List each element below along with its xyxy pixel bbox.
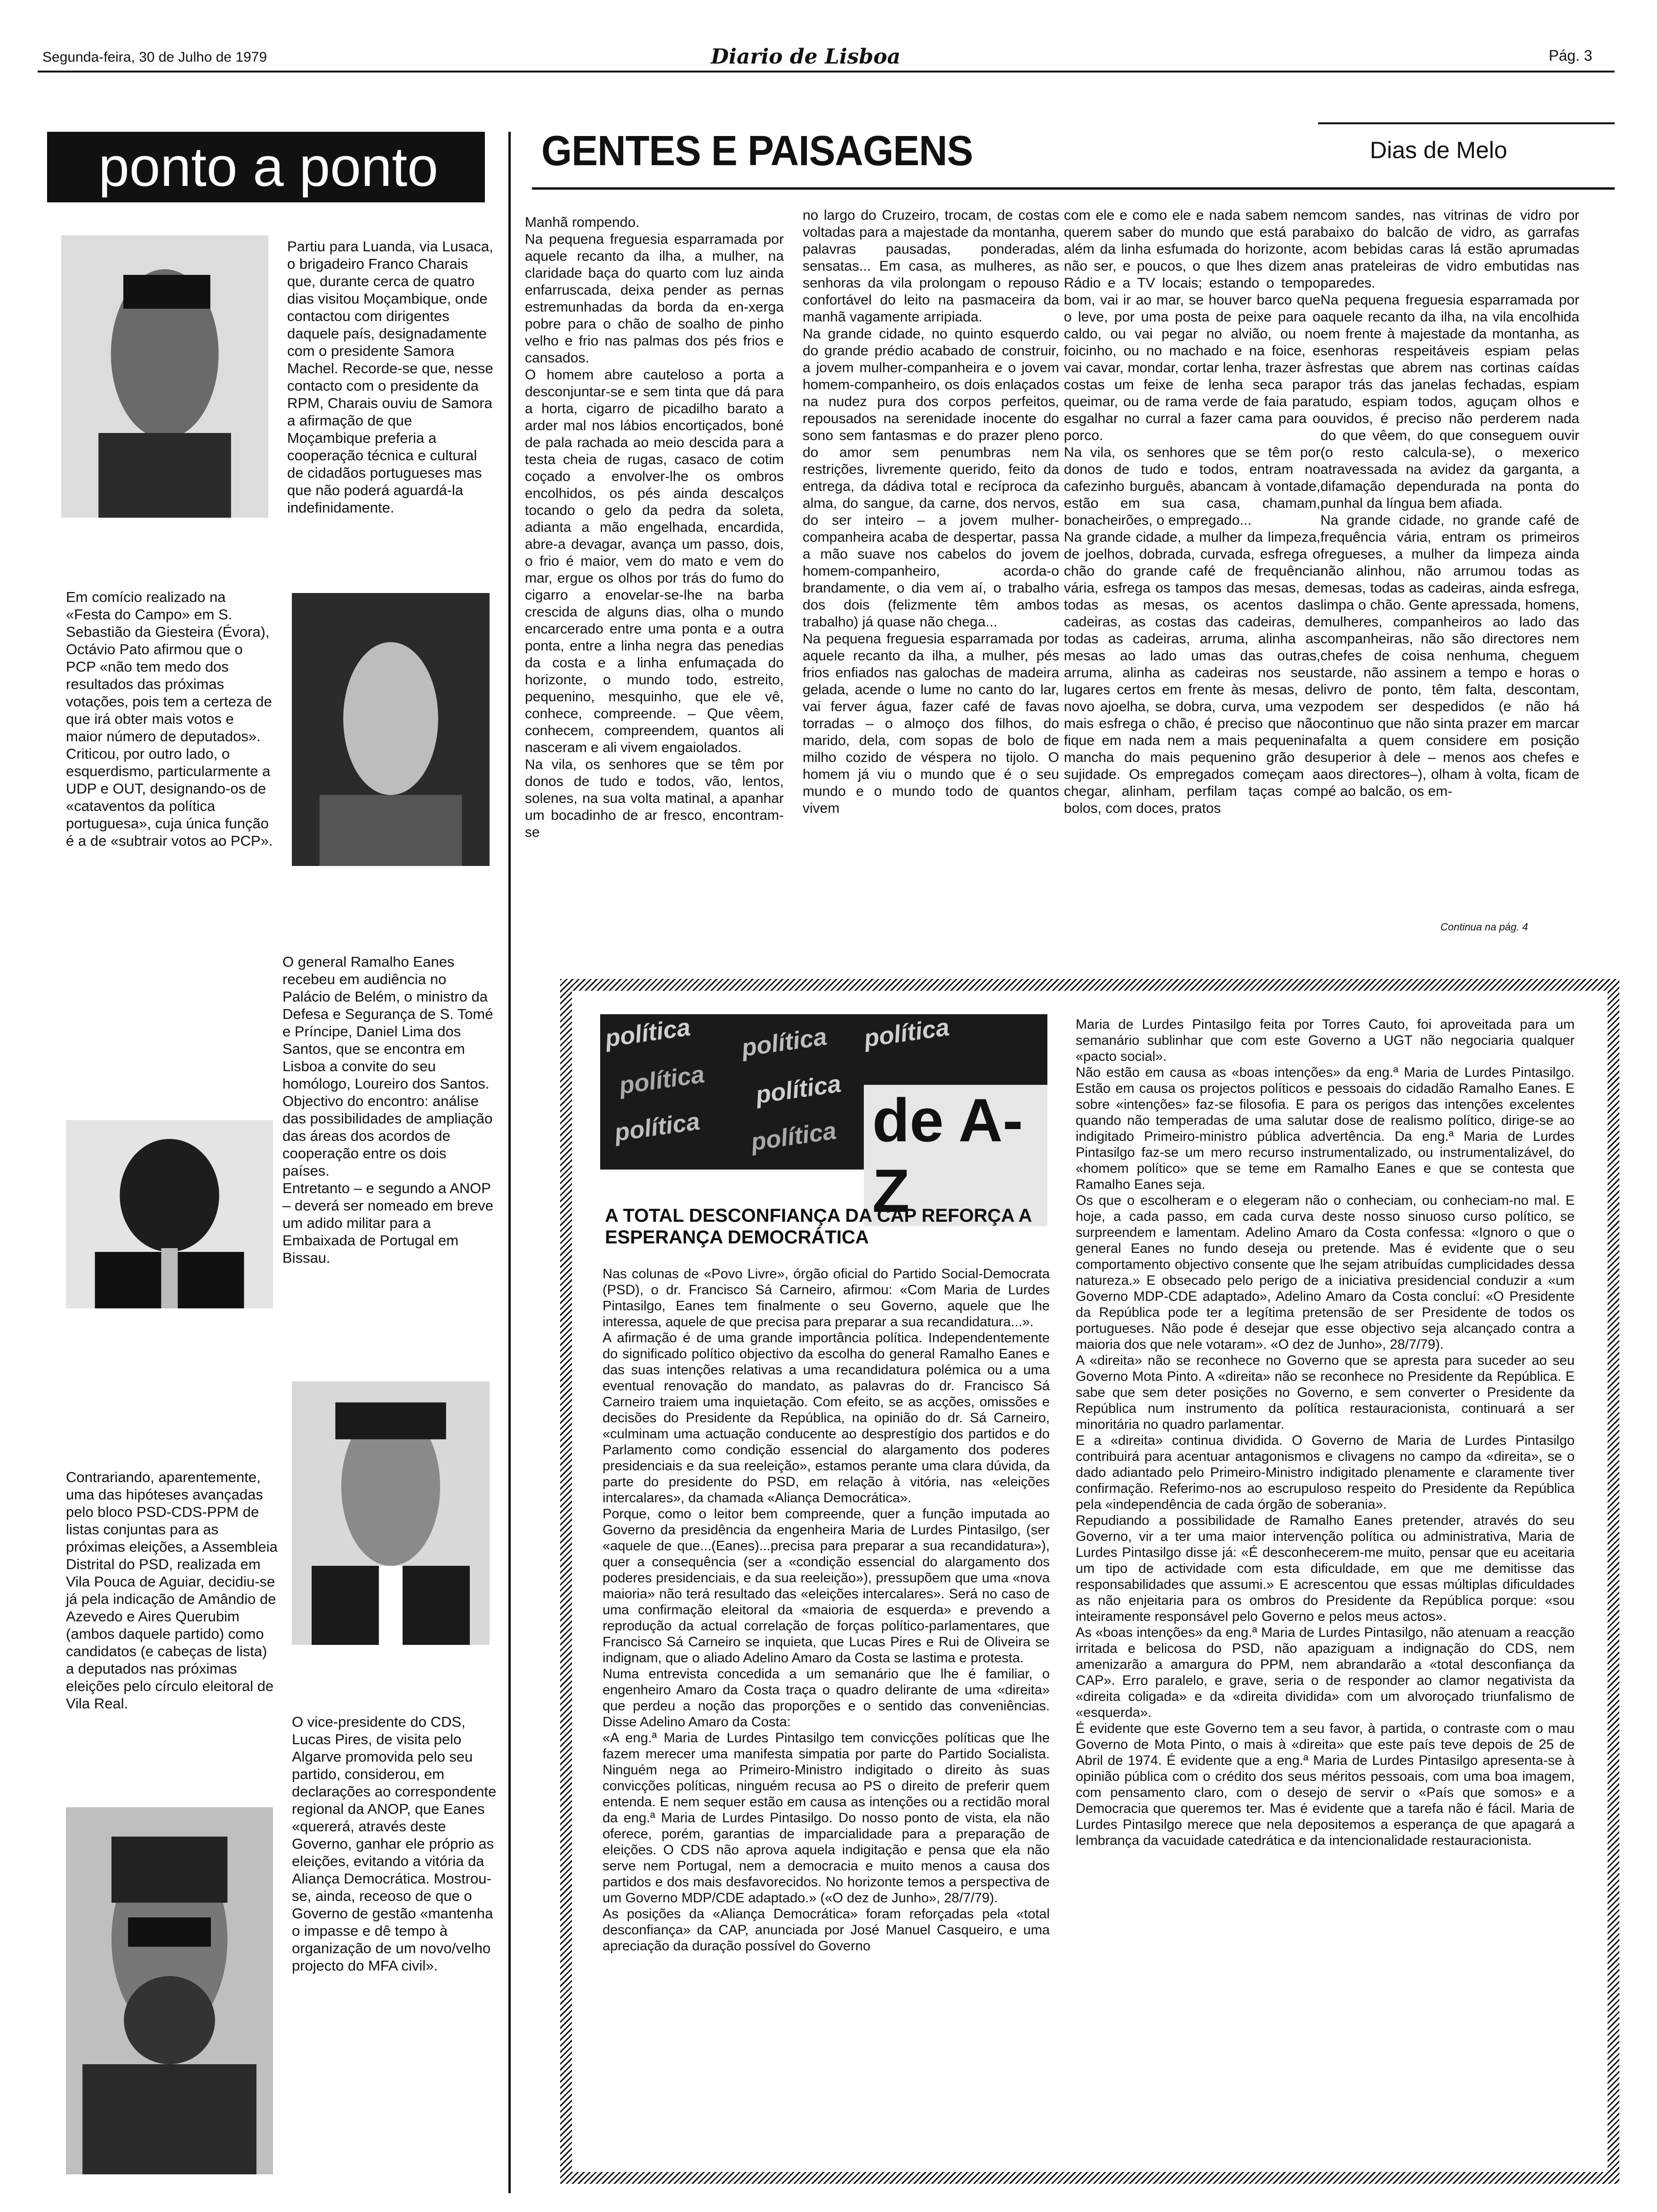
gentes-column-3: com ele e como ele e nada sabem nem querem saber do mundo que está para além da linha esfumada do horizonte, a não ser, e poucos, o que lhes dizem a Rádio e a TV locais; estando o tempo bom, vai ir ao mar, se houver barco que o leve, por uma posta de peixe para o caldo, ou vai pegar no alvião, ou no foicinho, ou no machado e na foice, e vai cavar, mondar, cortar lenha, trazer às costas um feixe de lenha seca para queimar, ou de rama verde de faia para esgalhar no curral a fazer cama para o porco. Na vila, os senhores que se têm por donos de tudo e todos, entram no cafezinho burguês, abancam à vontade, estão em sua casa, chamam, bonacheirões, o empregado... Na grande cidade, a mulher da limpeza, de joelhos, dobrada, curvada, esfrega o chão do grande café de frequência vária, esfrega os tampos das mesas, de todas as mesas, os acentos das cadeiras, as costas das cadeiras, de todas as cadeiras, arruma, alinha as mesas ao lado umas das outras, arruma, alinha as cadeiras nos seus lugares certos em frente às mesas, de novo ajoelha, se dobra, curva, uma vez mais esfrega o chão, é preciso que não fique em nada nem a mais pequenina mancha do mais pequenino grão de sujidade. Os empregados começam a chegar, alinham, perfilam taças com bolos, com doces, pratos xyxy=(1064,208,1320,816)
ponto-item-3: O general Ramalho Eanes recebeu em audiência no Palácio de Belém, o ministro da Defesa e Segurança de S. Tomé e Príncipe, Daniel Lima dos Santos, que se encontra em Lisboa a convite do seu homólogo, Loureiro dos Santos. Objectivo do encontro: análise das possibilidades de ampliação das áreas dos acordos de cooperação entre os dois países. Entretanto – e segundo a ANOP – deverá ser nomeado em breve um adido militar para a Embaixada de Portugal em Bissau. xyxy=(282,954,494,1266)
banner-word-row-1: política xyxy=(603,1013,692,1053)
banner-word-row-6: política xyxy=(612,1107,702,1147)
banner-word-row-2: política xyxy=(740,1023,829,1062)
politica-column-1: Nas colunas de «Povo Livre», órgão oficial do Partido Social-Democrata (PSD), o dr. Francisco Sá Carneiro, afirmou: «Com Maria de Lurdes Pintasilgo, Eanes tem finalmente o seu Governo, aquele que lhe interessa, aquele de que precisa para preparar a sua recandidatura...». A afirmação é de uma grande importância política. Independentemente do significado político objectivo da escolha do general Ramalho Eanes e das suas intenções relativas a uma recandidatura polémica ou a uma eventual renovação do mandato, as palavras do dr. Francisco Sá Carneiro traiem uma inquietação. Com efeito, se as acções, omissões e decisões do Presidente da República, na opinião do dr. Sá Carneiro, «culminam uma actuação conducente ao desprestígio dos partidos e do Parlamento como condição essencial do alargamento dos poderes presidenciais e da sua reeleição», estamos perante uma clara dúvida, da parte do presidente do PSD, em relação à vitória, nas «eleições intercalares», da chamada «Aliança Democrática». Porque, como o leitor bem compreende, quer a função imputada ao Governo da presidência da engenheira Maria de Lurdes Pintasilgo, (ser «aquele de que...(Eanes)...precisa para preparar a sua recandidatura»), quer a consequência (ser a «condição essencial do alargamento dos poderes presidenciais, e da sua reeleição»), pressupõem que uma «nova maioria» não terá resultado das «eleições intercalares». Será no caso de uma confirmação eleitoral da «maioria de esquerda» e prevendo a reprodução da actual correlação de forças político-parlamentares, que Francisco Sá Carneiro se inquieta, que Lucas Pires e Rui de Oliveira se indignam, que o aliado Adelino Amaro da Costa se lastima e protesta. Numa entrevista concedida a um semanário que lhe é familiar, o engenheiro Amaro da Costa traça o quadro delirante de uma «direita» que perdeu a noção das proporções e o sentido das conveniências. Disse Adelino Amaro da Costa: «A eng.ª Maria de Lurdes Pintasilgo tem convicções políticas que lhe fazem merecer uma manifesta simpatia por parte do Partido Socialista. Ninguém nega ao Primeiro-Ministro indigitado o direito às suas convicções políticas, ninguém recusa ao PS o direito de preferir quem entenda. E nem sequer estão em causa as intenções ou a rectidão moral da eng.ª Maria de Lurdes Pintasilgo. Do nosso ponto de vista, ela não oferece, porém, garantias de imparcialidade para a preparação de eleições. O CDS não aprova aquela indigitação e pensa que ela não serve nem Portugal, nem a democracia e muito menos a causa dos partidos e dos mais desfavorecidos. No horizonte temos a perspectiva de um Governo MDP/CDE adaptado.» («O dez de Junho», 28/7/79). As posições da «Aliança Democrática» foram reforçadas pela «total desconfiança» da CAP, anunciada por José Manuel Casqueiro, e uma apreciação da duração possível do Governo xyxy=(603,1266,1050,1954)
gentes-column-2: no largo do Cruzeiro, trocam, de costas voltadas para a majestade da montanha, palavras pausadas, ponderadas, sensatas... Em casa, as mulheres, as senhoras da vila prolongam o repouso confortável do leito na pasmaceira da manhã vagamente arripiada. Na grande cidade, no quinto esquerdo do grande prédio acabado de construir, a jovem mulher-companheira e o jovem homem-companheiro, os dois enlaçados na nudez pura dos corpos perfeitos, repousados na serenidade inocente do sono sem fantasmas e do prazer pleno do amor sem penumbras nem restrições, livremente querido, feito da entrega, da dádiva total e recíproca da alma, do sangue, da carne, dos nervos, do ser inteiro – a jovem mulher-companheira acaba de despertar, passa a mão suave nos cabelos do jovem homem-companheiro, acorda-o brandamente, o dia vem aí, o trabalho dos dois (felizmente têm ambos trabalho) já quase não chega... Na pequena freguesia esparramada por aquele recanto da ilha, a mulher, pés frios enfiados nas galochas de madeira gelada, acende o lume no canto do lar, vai ferver água, fazer café de favas torradas – o almoço dos filhos, do marido, dela, com sopas de bolo de milho cozido de véspera no tijolo. O homem já viu o mundo que é o seu mundo e o mundo todo de quantos vivem xyxy=(803,208,1059,816)
politica-banner xyxy=(600,1013,1047,1225)
continued-note: Continua na pág. 4 xyxy=(1440,921,1528,933)
page-number: Pág. 3 xyxy=(1549,47,1593,64)
politica-column-2: Maria de Lurdes Pintasilgo feita por Torres Cauto, foi aproveitada para um semanário sublinhar que com este Governo a UGT não negociaria qualquer «pacto social». Não estão em causa as «boas intenções» da eng.ª Maria de Lurdes Pintasilgo. Estão em causa os projectos políticos e pessoais do cidadão Ramalho Eanes. E sobre «intenções» faz-se filosofia. E para os perigos das intenções excelentes quando não temperadas de uma salutar dose de realismo político, dirige-se ao indigitado Primeiro-ministro pública advertência. Da eng.ª Maria de Lurdes Pintasilgo faz-se um mero recurso instrumentalizado, ou instrumentalizável, do «homem político» que se teme em Ramalho Eanes e que se contesta que Ramalho Eanes seja. Os que o escolheram e o elegeram não o conheciam, ou conheciam-no mal. E hoje, a cada passo, em cada curva deste nosso sinuoso curso político, se surpreendem e lamentam. Adelino Amaro da Costa confessa: «Ignoro o que o general Eanes no fundo deseja ou pretende. Mas é evidente que o seu comportamento objectivo consente que lhe sejam atribuídas cumplicidades dessa natureza.» E obsecado pelo perigo de a iniciativa presidencial conduzir a «um Governo MDP-CDE adaptado», Adelino Amaro da Costa concluí: «O Presidente da República pode ter a legítima pretensão de ser Presidente de todos os portugueses. Não pode é desejar que esse objectivo seja alcançado contra a maioria dos que nele votaram». «O dez de Junho», 28/7/79). A «direita» não se reconhece no Governo que se apresta para suceder ao seu Governo Mota Pinto. A «direita» não se reconhece no Presidente da República. E sabe que sem deter posições no Governo, e sem converter o Presidente da República num instrumento da política restauracionista, continuará a ser minoritária no quadro parlamentar. E a «direita» continua dividida. O Governo de Maria de Lurdes Pintasilgo contribuirá para acentuar antagonismos e clivagens no campo da «direita», se o dado adiantado pelo Primeiro-Ministro indigitado plenamente e claramente tiver confirmação. Referimo-nos ao escrupuloso respeito do Presidente da República pela «independência de cada órgão de soberania». Repudiando a possibilidade de Ramalho Eanes pretender, através do seu Governo, vir a ter uma maior intervenção política ou administrativa, Maria de Lurdes Pintasilgo disse já: «É desconhecerem-me muito, pensar que eu aceitaria um tipo de actividade com esta dificuldade, em que me demitisse das responsabilidades que assumi.» E acrescentou que essas múltiplas dificuldades as não enjeitaria para os ombros do Presidente da República porque: «sou inteiramente responsável pelo Governo e pelos meus actos». As «boas intenções» da eng.ª Maria de Lurdes Pintasilgo, não atenuam a reacção irritada e belicosa do PSD, não apaziguam a indignação do CDS, nem amenizarão a amargura do PPM, nem abrandarão a «total desconfiança da CAP». Erro paralelo, e grave, seria o de responder ao clamor negativista da «direita coligada» e da «direita dividida» com um alvoroçado triunfalismo de «esquerda». É evidente que este Governo tem a seu favor, à partida, o contraste com o mau Governo de Mota Pinto, o mais à «direita» que este país teve depois de 25 de Abril de 1974. É evidente que a eng.ª Maria de Lurdes Pintasilgo apresenta-se à opinião pública com o crédito dos seus méritos pessoais, com uma boa imagem, com pensamento claro, com o desejo de servir o «País que somos» e a Democracia que queremos ter. Mas é evidente que a tarefa não é fácil. Maria de Lurdes Pintasilgo merece que nela depositemos a esperança de que apagará a lembrança da vacuidade catedrática e da intencionalidade restauracionista. xyxy=(1076,1017,1575,1848)
photo-amandio-de-azevedo xyxy=(292,1381,490,1645)
banner-word-row-3: política xyxy=(862,1013,951,1053)
banner-word-row-7: política xyxy=(749,1117,838,1156)
gentes-column-1: Manhã rompendo. Na pequena freguesia esparramada por aquele recanto da ilha, a mulher, na claridade baça do quarto com luz ainda enfarruscada, deixa pender as pernas estremunhadas da borda da en-xerga pobre para o chão de soalho de pinho velho e frio nas palmas dos pés frios e cansados. O homem abre cauteloso a porta a desconjuntar-se e sem tinta que dá para a horta, cigarro de picadilho barato a arder mal nos lábios encortiçados, boné de pala rachada ao meio descida para a testa cheia de rugas, casaco de cotim coçado a envolver-lhe os ombros encolhidos, os pés ainda descalços tocando o gelo da pedra da soleta, adianta a mão engelhada, encardida, abre-a devagar, avança um passo, dois, o frio é maior, vem do mato e vem do mar, ergue os olhos por trás do fumo do cigarro a enovelar-se-lhe na barba crescida de alguns dias, olha o mundo encarcerado entre uma ponta e a outra ponta, entre a linha negra das penedias da costa e a linha enfumaçada do horizonte, o mundo todo, estreito, pequenino, mesquinho, que ele vê, conhece, compreende. – Que vêem, conhecem, compreendem, quantos ali nasceram e ali vivem engaiolados. Na vila, os senhores que se têm por donos de tudo e todos, vão, lentos, solenes, na sua volta matinal, a apanhar um bocadinho de ar fresco, encontram-se xyxy=(525,215,784,840)
politica-headline: A TOTAL DESCONFIANÇA DA CAP REFORÇA A ESPERANÇA DEMOCRÁTICA xyxy=(605,1205,1031,1248)
gentes-title-rule xyxy=(532,187,1615,190)
gentes-title: GENTES E PAISAGENS xyxy=(541,128,973,175)
banner-word-row-5: política xyxy=(754,1070,843,1109)
ponto-rule-right xyxy=(508,132,511,2193)
banner-az: de A-Z xyxy=(864,1085,1047,1226)
banner-word-row-4: política xyxy=(617,1060,707,1100)
ponto-title: ponto a ponto xyxy=(98,136,438,198)
header-rule xyxy=(38,71,1615,72)
ponto-item-4: Contrariando, aparentemente, uma das hipóteses avançadas pelo bloco PSD-CDS-PPM de listas conjuntas para as próximas eleições, a Assembleia Distrital do PSD, realizada em Vila Pouca de Aguiar, decidiu-se já pela indicação de Amândio de Azevedo e Aires Querubim (ambos daquele partido) como candidatos (e cabeças de lista) a deputados nas próximas eleições pelo círculo eleitoral de Vila Real. xyxy=(66,1469,278,1712)
photo-lucas-pires xyxy=(66,1807,273,2174)
ponto-item-2: Em comício realizado na «Festa do Campo» em S. Sebastião da Giesteira (Évora), Octávio Pato afirmou que o PCP «não tem medo dos resultados das próximas votações, pois tem a certeza de que irá obter mais votos e maior número de deputados». Criticou, por outro lado, o esquerdismo, particularmente a UDP e OUT, designando-os de «cataventos da política portuguesa», cuja única função é a de «subtrair votos ao PCP». xyxy=(66,589,273,849)
gentes-column-4: com sandes, nas vitrinas de vidro por baixo do balcão de vidro, as garrafas com bebidas caras lá estão aprumadas nas prateleiras de vidro embutidas nas paredes. Na pequena freguesia esparramada por aquele recanto da ilha, na vila encolhida em frente à majestade da montanha, as senhoras respeitáveis espiam pelas frestas que abrem nas cortinas caídas por trás das janelas fechadas, espiam tudo, espiam todos, aguçam olhos e ouvidos, é preciso não perderem nada do que vêem, do que conseguem ouvir (o resto calcula-se), o mexerico atravessada na avidez da garganta, a difamação dependurada na ponta do punhal da língua bem afiada. Na grande cidade, no grande café de frequência vária, entram os primeiros fregueses, a mulher da limpeza ainda não alinhou, não arrumou todas as mesas, todas as cadeiras, ainda esfrega, limpa o chão. Gente apressada, homens, mulheres, companheiros ao lado das companheiras, não são directores nem chefes de coisa nenhuma, cheguem tarde, não assinem a tempo e horas o livro de ponto, têm falta, descontam, podem ser despedidos (e não há continuo que não sinta prazer em marcar falta a quem considere em posição superior à dele – menos aos chefes e aos directores–), olham à volta, ficam de pé ao balcão, os em- xyxy=(1320,208,1579,799)
photo-octavio-pato xyxy=(292,593,490,866)
photo-franco-charais xyxy=(61,235,268,518)
ponto-item-1: Partiu para Luanda, via Lusaca, o brigadeiro Franco Charais que, durante cerca de quatro dias visitou Moçambique, onde contactou com dirigentes daquele país, designadamente com o presidente Samora Machel. Recorde-se que, nesse contacto com o presidente da RPM, Charais ouviu de Samora a afirmação de que Moçambique preferia a cooperação técnica e cultural de cidadãos portugueses mas que não poderá aguardá-la indefinidamente. xyxy=(287,238,493,516)
gentes-author: Dias de Melo xyxy=(1370,137,1507,163)
photo-daniel-lima-dos-santos xyxy=(66,1120,273,1308)
header-date: Segunda-feira, 30 de Julho de 1979 xyxy=(42,49,267,65)
masthead: Diario de Lisboa xyxy=(711,45,901,69)
ponto-item-5: O vice-presidente do CDS, Lucas Pires, de visita pelo Algarve promovida pelo seu partido, considerou, em declarações ao correspondente regional da ANOP, que Eanes «quererá, através deste Governo, ganhar ele próprio as eleições, evitando a vitória da Aliança Democrática. Mostrou-se, ainda, receoso de que o Governo de gestão «mantenha o impasse e dê tempo à organização de um novo/velho projecto do MFA civil». xyxy=(292,1714,497,1974)
gentes-author-rule xyxy=(1318,122,1615,124)
